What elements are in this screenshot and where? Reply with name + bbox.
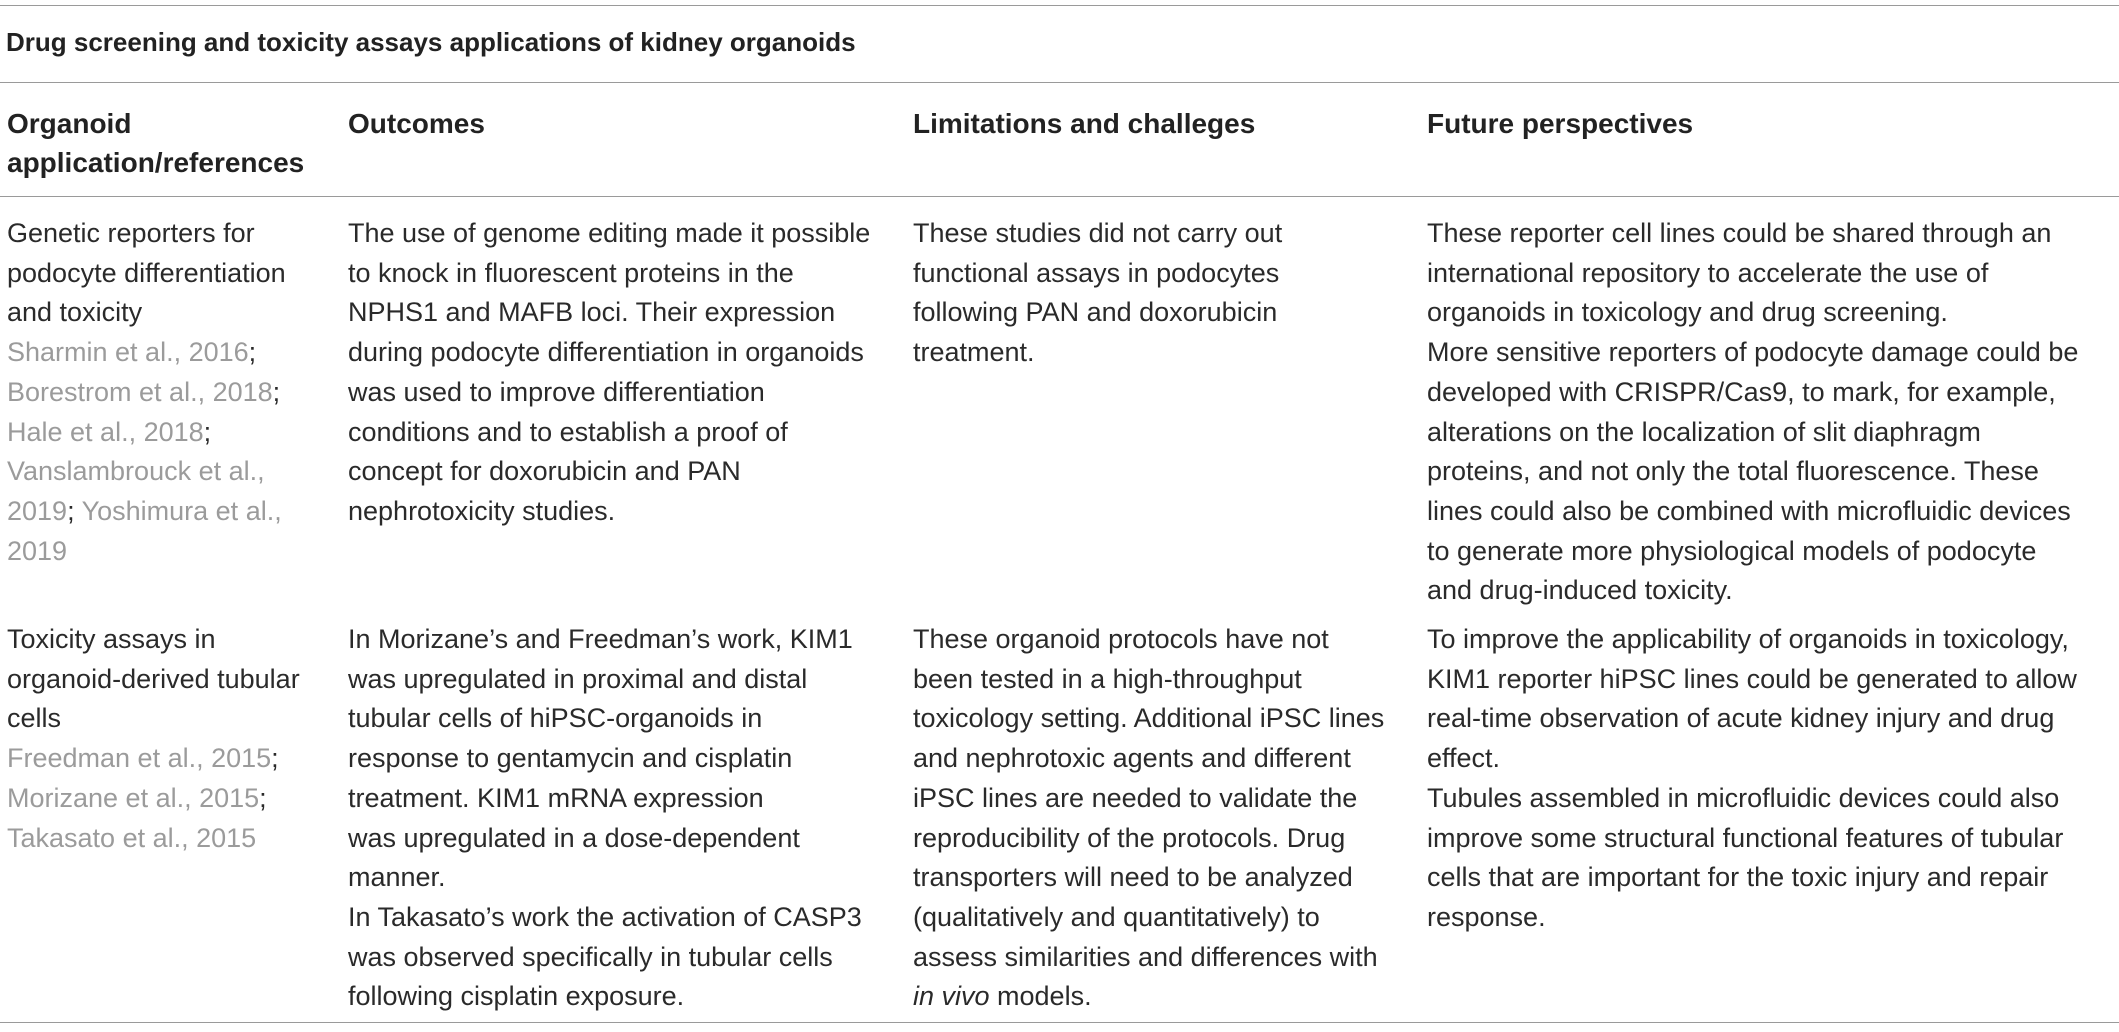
header-outcomes bbox=[348, 104, 485, 143]
cell-line: was upregulated in proximal and distal bbox=[348, 663, 808, 694]
cell-line: Toxicity assays in bbox=[7, 624, 216, 654]
cell-line: Tubules assembled in microfluidic devices could also bbox=[1427, 782, 2060, 813]
cell-line: iPSC lines are needed to validate the bbox=[913, 782, 1358, 813]
cell-line: lines could also be combined with microfluidic devices bbox=[1427, 495, 2071, 526]
cell-line: and toxicity bbox=[7, 297, 143, 328]
separator: ; bbox=[259, 782, 267, 813]
cell-line: These studies did not carry out bbox=[913, 218, 1283, 248]
reference-link[interactable]: Sharmin et al., 2016 bbox=[7, 337, 249, 368]
cell-line: In Morizane’s and Freedman’s work, KIM1 bbox=[348, 624, 853, 654]
cell-line: to knock in fluorescent proteins in the bbox=[348, 257, 794, 288]
reference-line bbox=[7, 452, 286, 492]
row2-application-cell bbox=[7, 620, 300, 858]
cell-text: models. bbox=[989, 981, 1092, 1012]
row2-future-cell bbox=[1427, 620, 2077, 938]
cell-line: transporters will need to be analyzed bbox=[913, 862, 1353, 893]
cell-line: treatment. KIM1 mRNA expression bbox=[348, 782, 764, 813]
cell-line: developed with CRISPR/Cas9, to mark, for example, bbox=[1427, 376, 2056, 407]
reference-link[interactable]: Vanslambrouck et al., bbox=[7, 456, 265, 487]
bottom-rule bbox=[0, 1022, 2119, 1023]
cell-line: following cisplatin exposure. bbox=[348, 981, 685, 1012]
row1-application-cell bbox=[7, 214, 286, 571]
separator: ; bbox=[203, 416, 212, 447]
cell-line: and drug-induced toxicity. bbox=[1427, 575, 1733, 606]
reference-line bbox=[7, 779, 300, 819]
cell-line: In Takasato’s work the activation of CASP3 bbox=[348, 901, 862, 932]
separator: ; bbox=[248, 337, 257, 368]
cell-line: was upregulated in a dose-dependent bbox=[348, 822, 800, 853]
header-rule bbox=[0, 196, 2119, 197]
reference-link[interactable]: Takasato et al., 2015 bbox=[7, 822, 257, 853]
cell-line: real-time observation of acute kidney injury and drug bbox=[1427, 703, 2055, 734]
cell-line: cells bbox=[7, 703, 62, 734]
cell-line: functional assays in podocytes bbox=[913, 257, 1280, 288]
cell-line: podocyte differentiation bbox=[7, 257, 286, 288]
reference-line bbox=[7, 819, 300, 859]
header-text: application/references bbox=[7, 147, 305, 178]
cell-line: The use of genome editing made it possible bbox=[348, 218, 871, 248]
separator: ; bbox=[271, 743, 279, 774]
cell-line: These reporter cell lines could be shared through an bbox=[1427, 218, 2052, 248]
cell-line: manner. bbox=[348, 862, 446, 893]
reference-link[interactable]: Borestrom et al., 2018 bbox=[7, 376, 273, 407]
cell-line: conditions and to establish a proof of bbox=[348, 416, 788, 447]
cell-line: organoid-derived tubular bbox=[7, 663, 300, 694]
reference-line bbox=[7, 333, 286, 373]
row2-outcomes-cell bbox=[348, 620, 862, 1017]
cell-line: reproducibility of the protocols. Drug bbox=[913, 822, 1346, 853]
reference-link[interactable]: Yoshimura et al., bbox=[81, 495, 282, 526]
separator: ; bbox=[272, 376, 281, 407]
header-text: Future perspectives bbox=[1427, 108, 1694, 139]
header-text: Outcomes bbox=[348, 108, 485, 139]
reference-line bbox=[7, 413, 286, 453]
cell-line: tubular cells of hiPSC-organoids in bbox=[348, 703, 763, 734]
cell-line: (qualitatively and quantitatively) to bbox=[913, 901, 1320, 932]
italic-term: in vivo bbox=[913, 981, 990, 1012]
cell-line: following PAN and doxorubicin bbox=[913, 297, 1278, 328]
cell-line: during podocyte differentiation in organoids bbox=[348, 337, 864, 368]
cell-line: and nephrotoxic agents and different bbox=[913, 743, 1351, 774]
cell-line: nephrotoxicity studies. bbox=[348, 495, 616, 526]
cell-line: been tested in a high-throughput bbox=[913, 663, 1302, 694]
row1-limitations-cell bbox=[913, 214, 1282, 373]
reference-link[interactable]: Hale et al., 2018 bbox=[7, 416, 204, 447]
reference-link[interactable]: Freedman et al., 2015 bbox=[7, 743, 272, 774]
reference-line bbox=[7, 373, 286, 413]
top-rule bbox=[0, 5, 2119, 6]
cell-line: to generate more physiological models of podocyte bbox=[1427, 535, 2037, 566]
reference-line bbox=[7, 532, 286, 572]
cell-line: international repository to accelerate the use of bbox=[1427, 257, 1989, 288]
row1-outcomes-cell bbox=[348, 214, 870, 532]
reference-line bbox=[7, 739, 300, 779]
cell-line: improve some structural functional features of tubular bbox=[1427, 822, 2064, 853]
cell-line: response to gentamycin and cisplatin bbox=[348, 743, 793, 774]
cell-line: effect. bbox=[1427, 743, 1501, 774]
header-organoid-application bbox=[7, 104, 304, 182]
cell-line: toxicology setting. Additional iPSC lines bbox=[913, 703, 1385, 734]
cell-line: treatment. bbox=[913, 337, 1035, 368]
cell-line bbox=[913, 977, 1384, 1017]
cell-line: assess similarities and differences with bbox=[913, 941, 1378, 972]
cell-line: NPHS1 and MAFB loci. Their expression bbox=[348, 297, 836, 328]
header-text: Limitations and challeges bbox=[913, 108, 1256, 139]
cell-line: Genetic reporters for bbox=[7, 218, 255, 248]
cell-line: cells that are important for the toxic injury and repair bbox=[1427, 862, 2049, 893]
caption-rule bbox=[0, 82, 2119, 83]
reference-link[interactable]: 2019 bbox=[7, 495, 68, 526]
row2-limitations-cell bbox=[913, 620, 1384, 1017]
reference-link[interactable]: Morizane et al., 2015 bbox=[7, 782, 260, 813]
reference-line bbox=[7, 492, 286, 532]
header-limitations bbox=[913, 104, 1255, 143]
header-text: Organoid bbox=[7, 108, 132, 139]
cell-line: KIM1 reporter hiPSC lines could be generated to allow bbox=[1427, 663, 2077, 694]
cell-line: To improve the applicability of organoids in toxicology, bbox=[1427, 624, 2069, 654]
separator: ; bbox=[67, 495, 82, 526]
cell-line: was observed specifically in tubular cells bbox=[348, 941, 833, 972]
cell-line: alterations on the localization of slit diaphragm bbox=[1427, 416, 1981, 447]
reference-link[interactable]: 2019 bbox=[7, 535, 68, 566]
cell-line: These organoid protocols have not bbox=[913, 624, 1329, 654]
cell-line: More sensitive reporters of podocyte damage could be bbox=[1427, 337, 2079, 368]
cell-line: proteins, and not only the total fluorescence. These bbox=[1427, 456, 2039, 487]
table-caption: Drug screening and toxicity assays applications of kidney organoids bbox=[6, 27, 856, 57]
cell-line: organoids in toxicology and drug screening. bbox=[1427, 297, 1948, 328]
header-future-perspectives bbox=[1427, 104, 1693, 143]
cell-line: response. bbox=[1427, 901, 1546, 932]
cell-line: concept for doxorubicin and PAN bbox=[348, 456, 741, 487]
row1-future-cell bbox=[1427, 214, 2078, 611]
cell-line: was used to improve differentiation bbox=[348, 376, 765, 407]
